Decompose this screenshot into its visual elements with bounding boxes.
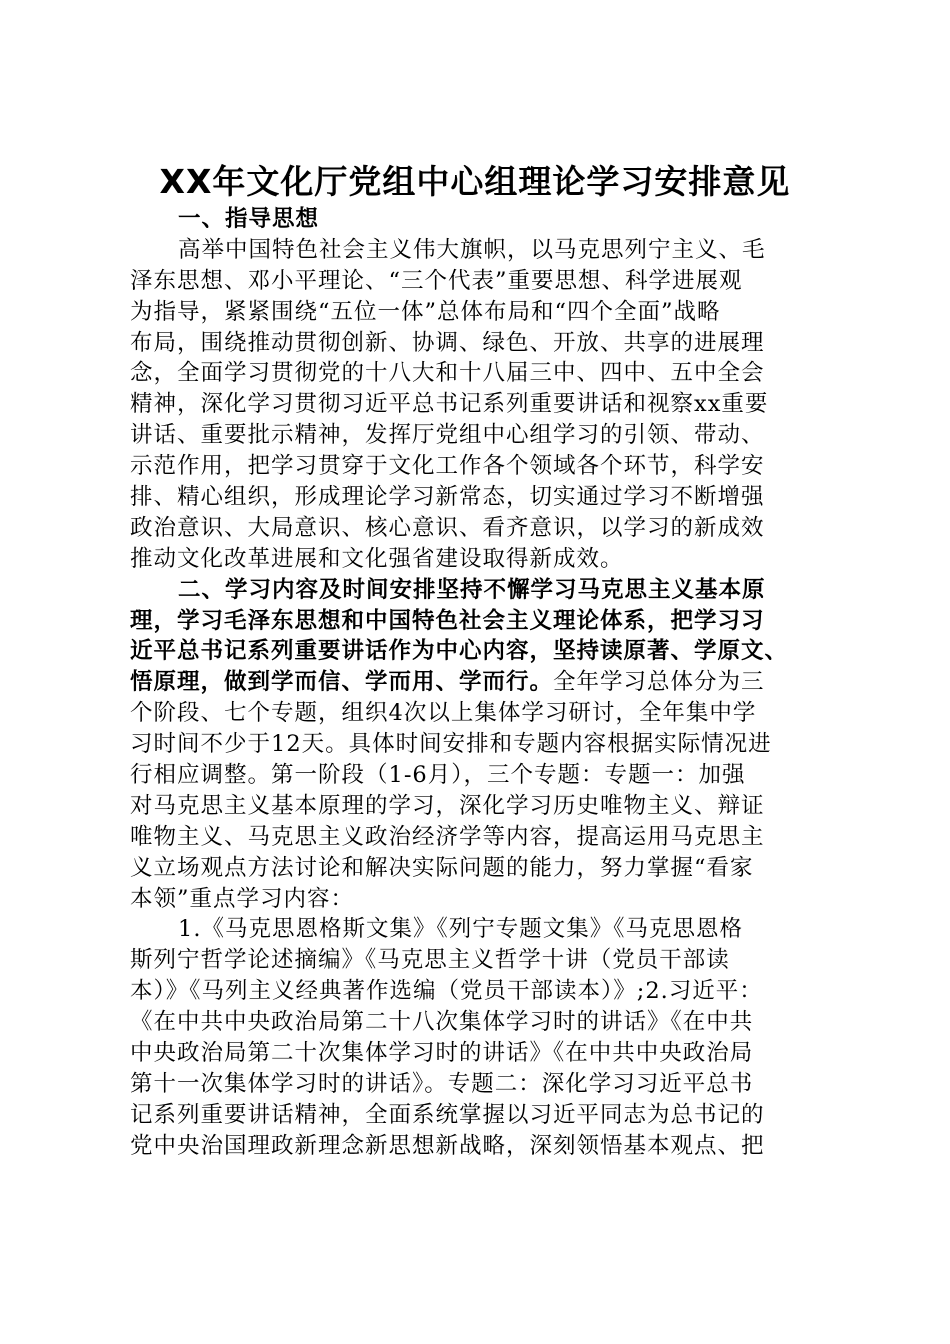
section-heading-content-schedule: 二、学习内容及时间安排坚持不懈学习马克思主义基本原 [178,576,766,603]
paragraph-line: 对马克思主义基本原理的学习，深化学习历史唯物主义、辩证 [130,792,765,819]
paragraph-line: 习时间不少于12天。具体时间安排和专题内容根据实际情况进 [130,731,772,758]
bold-phrase: 悟原理，做到学而信、学而用、学而行。 [130,669,554,696]
paragraph-line: 高举中国特色社会主义伟大旗帜，以马克思列宁主义、毛 [178,236,766,263]
paragraph-line: 义立场观点方法讨论和解决实际问题的能力，努力掌握“看家 [130,854,754,881]
paragraph-line: 斯列宁哲学论述摘编》《马克思主义哲学十讲（党员干部读 [130,947,730,974]
paragraph-line: 精神，深化学习贯彻习近平总书记系列重要讲话和视察xx重要 [130,391,769,418]
paragraph-line: 中央政治局第二十次集体学习时的讲话》《在中共中央政治局 [130,1040,754,1067]
document-body [130,204,830,1162]
paragraph-line: 念，全面学习贯彻党的十八大和十八届三中、四中、五中全会 [130,360,765,387]
paragraph-line: 个阶段、七个专题，组织4次以上集体学习研讨，全年集中学 [130,700,757,727]
paragraph-line: 记系列重要讲话精神，全面系统掌握以习近平同志为总书记的 [130,1101,765,1128]
paragraph-line: 《在中共中央政治局第二十八次集体学习时的讲话》《在中共 [130,1009,754,1036]
paragraph-line: 本）》《马列主义经典著作选编（党员干部读本）》;2.习近平： [130,978,763,1005]
paragraph-line-mixed [130,667,830,698]
paragraph-line-bold: 近平总书记系列重要讲话作为中心内容，坚持读原著、学原文、 [130,638,789,665]
paragraph-line: 党中央治国理政新理念新思想新战略，深刻领悟基本观点、把 [130,1132,765,1159]
paragraph-line-bold: 理，学习毛泽东思想和中国特色社会主义理论体系，把学习习 [130,607,765,634]
paragraph-line: 行相应调整。第一阶段（1-6月），三个专题：专题一：加强 [130,762,746,789]
paragraph-line: 推动文化改革进展和文化强省建设取得新成效。 [130,545,624,572]
paragraph-line: 示范作用，把学习贯穿于文化工作各个领域各个环节，科学安 [130,453,765,480]
normal-phrase: 全年学习总体分为三 [553,669,765,696]
document-title: XX年文化厅党组中心组理论学习安排意见 [159,162,791,201]
section-heading-guiding-thought: 一、指导思想 [178,206,320,232]
paragraph-line: 排、精心组织，形成理论学习新常态，切实通过学习不断增强 [130,484,765,511]
paragraph-line: 唯物主义、马克思主义政治经济学等内容，提高运用马克思主 [130,823,765,850]
paragraph-line: 布局，围绕推动贯彻创新、协调、绿色、开放、共享的进展理 [130,329,765,356]
paragraph-line: 1.《马克思恩格斯文集》《列宁专题文集》《马克思恩格 [178,916,743,943]
paragraph-line: 讲话、重要批示精神，发挥厅党组中心组学习的引领、带动、 [130,422,765,449]
paragraph-line: 为指导，紧紧围绕“五位一体”总体布局和“四个全面”战略 [130,298,721,325]
paragraph-line: 本领”重点学习内容： [130,885,355,912]
paragraph-line: 第十一次集体学习时的讲话》。专题二：深化学习习近平总书 [130,1070,754,1097]
paragraph-line: 泽东思想、邓小平理论、“三个代表”重要思想、科学进展观 [130,267,743,294]
paragraph-line: 政治意识、大局意识、核心意识、看齐意识，以学习的新成效 [130,514,765,541]
